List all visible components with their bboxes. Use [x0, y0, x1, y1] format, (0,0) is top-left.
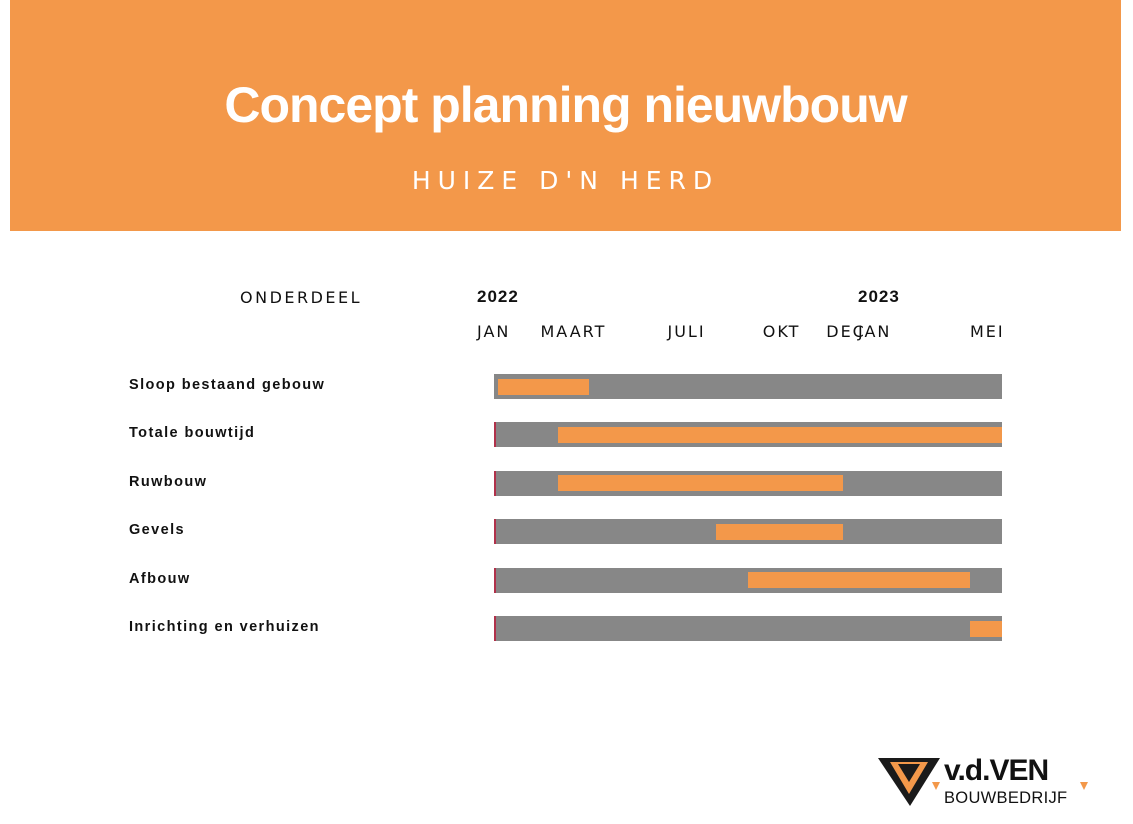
start-marker [494, 471, 496, 496]
page-subtitle: HUIZE D'N HERD [411, 166, 720, 195]
start-marker [494, 616, 496, 641]
task-bar [716, 524, 843, 540]
year-label: 2022 [477, 287, 519, 306]
column-header: ONDERDEEL [240, 288, 363, 307]
year-label: 2023 [858, 287, 900, 306]
task-bar [558, 475, 844, 491]
task-bar [498, 379, 589, 395]
header-banner [10, 0, 1121, 231]
month-label: JAN [477, 322, 511, 341]
task-bar [970, 621, 1002, 637]
task-label: Ruwbouw [129, 473, 208, 490]
task-bar [558, 427, 1003, 443]
task-label: Inrichting en verhuizen [129, 619, 320, 635]
start-marker [494, 519, 496, 544]
month-label: MEI [970, 322, 1005, 341]
month-label: JULI [667, 322, 706, 341]
logo-name: v.d.VEN [944, 754, 1049, 787]
month-label: MAART [540, 322, 607, 341]
page-title: Concept planning nieuwbouw [224, 77, 907, 133]
timeline-track [494, 616, 1002, 641]
month-label: OKT [762, 322, 801, 341]
task-bar [748, 572, 970, 588]
start-marker [494, 422, 496, 447]
month-label: JAN [858, 322, 892, 341]
task-label: Gevels [129, 522, 185, 539]
task-label: Sloop bestaand gebouw [129, 377, 326, 393]
task-label: Afbouw [129, 570, 191, 587]
start-marker [494, 568, 496, 593]
task-label: Totale bouwtijd [129, 425, 256, 442]
month-label: DEC [826, 322, 866, 341]
logo-subtitle: BOUWBEDRIJF [944, 789, 1068, 807]
